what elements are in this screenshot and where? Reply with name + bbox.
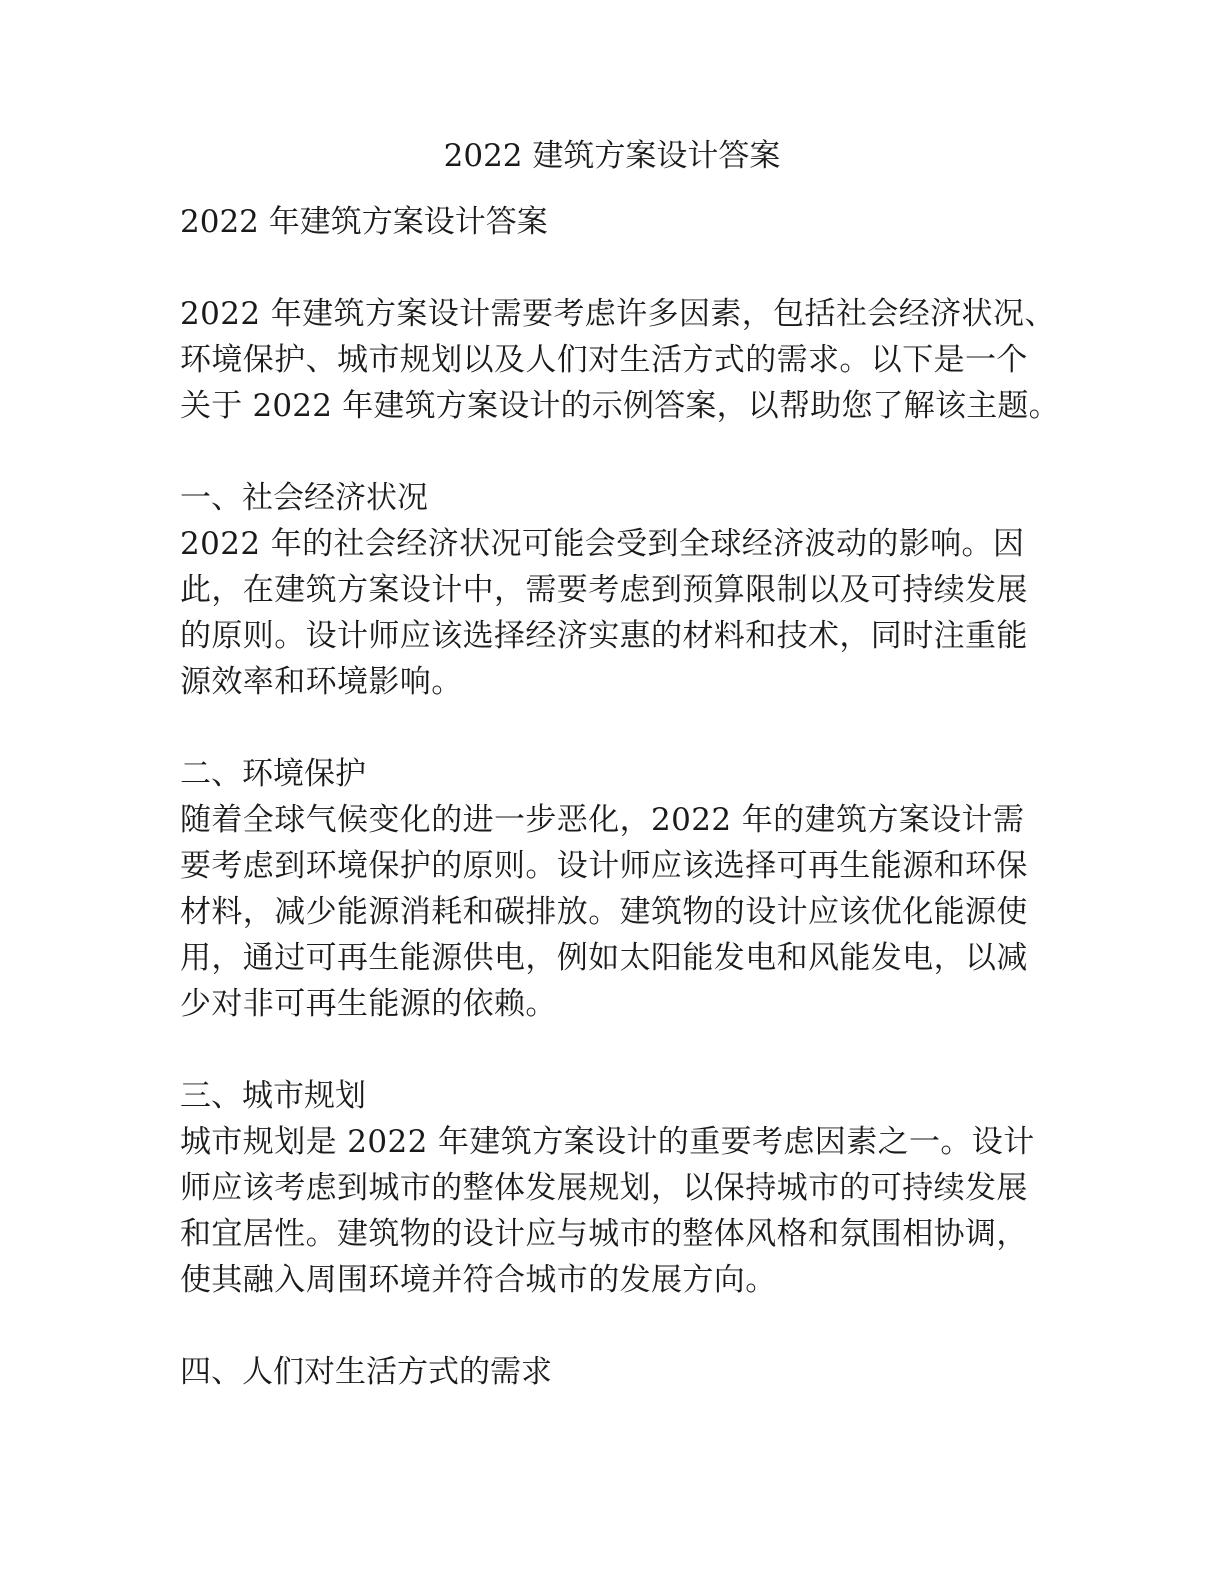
section-urban-planning xyxy=(180,1073,1060,1303)
paragraph-line: 源效率和环境影响。 xyxy=(180,664,463,700)
paragraph-line: 少对非可再生能源的依赖。 xyxy=(180,986,557,1022)
paragraph-line: 的原则。设计师应该选择经济实惠的材料和技术，同时注重能 xyxy=(180,618,1028,654)
paragraph-gap xyxy=(180,245,1060,291)
paragraph-line: 此，在建筑方案设计中，需要考虑到预算限制以及可持续发展 xyxy=(180,572,1028,608)
paragraph-line: 师应该考虑到城市的整体发展规划，以保持城市的可持续发展 xyxy=(180,1170,1028,1206)
intro-paragraph xyxy=(180,291,1060,429)
paragraph-line: 使其融入周围环境并符合城市的发展方向。 xyxy=(180,1262,777,1298)
section-economy xyxy=(180,475,1060,705)
paragraph-line: 2022 年的社会经济状况可能会受到全球经济波动的影响。因 xyxy=(180,526,1025,562)
paragraph-line: 用，通过可再生能源供电，例如太阳能发电和风能发电，以减 xyxy=(180,940,1028,976)
section-heading: 三、城市规划 xyxy=(180,1078,366,1114)
paragraph-line: 城市规划是 2022 年建筑方案设计的重要考虑因素之一。设计 xyxy=(180,1124,1035,1160)
paragraph-line: 环境保护、城市规划以及人们对生活方式的需求。以下是一个 xyxy=(180,342,1028,378)
paragraph-line: 和宜居性。建筑物的设计应与城市的整体风格和氛围相协调， xyxy=(180,1216,1028,1252)
paragraph-gap xyxy=(180,705,1060,751)
paragraph-line: 2022 年建筑方案设计需要考虑许多因素，包括社会经济状况、 xyxy=(180,296,1056,332)
paragraph-line: 关于 2022 年建筑方案设计的示例答案，以帮助您了解该主题。 xyxy=(180,388,1060,424)
paragraph-line: 随着全球气候变化的进一步恶化，2022 年的建筑方案设计需 xyxy=(180,802,1025,838)
section-heading: 四、人们对生活方式的需求 xyxy=(180,1354,552,1390)
section-heading: 二、环境保护 xyxy=(180,756,366,792)
document-title: 2022 建筑方案设计答案 xyxy=(443,138,781,174)
paragraph-line: 材料，减少能源消耗和碳排放。建筑物的设计应该优化能源使 xyxy=(180,894,1028,930)
document-body xyxy=(180,199,1060,1395)
paragraph-gap xyxy=(180,1027,1060,1073)
section-heading: 一、社会经济状况 xyxy=(180,480,428,516)
paragraph-gap xyxy=(180,1303,1060,1349)
section-lifestyle xyxy=(180,1349,1060,1395)
paragraph-line: 要考虑到环境保护的原则。设计师应该选择可再生能源和环保 xyxy=(180,848,1028,884)
paragraph-gap xyxy=(180,429,1060,475)
section-environment xyxy=(180,751,1060,1027)
document-subtitle: 2022 年建筑方案设计答案 xyxy=(180,204,548,240)
